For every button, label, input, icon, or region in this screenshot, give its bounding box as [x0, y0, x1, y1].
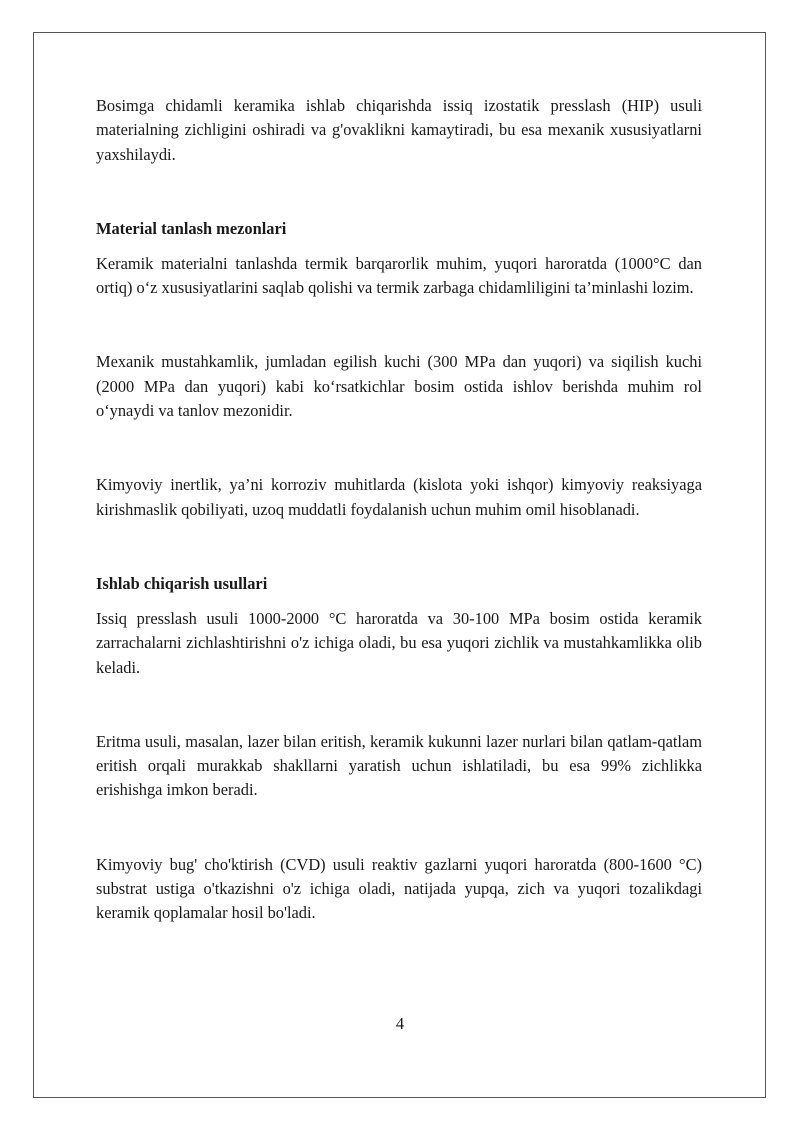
paragraph-chemical-inertness: Kimyoviy inertlik, ya’ni korroziv muhitlarda (kislota yoki ishqor) kimyoviy reaksiyaga kirishmaslik qobiliyati, uzoq muddatli foydalanish uchun muhim omil hisoblanadi.: [96, 475, 702, 519]
paragraph-hip: Bosimga chidamli keramika ishlab chiqarishda issiq izostatik presslash (HIP) usuli materialning zichligini oshiradi va g'ovaklikni kamaytiradi, bu esa mexanik xususiyatlarni yaxshilaydi.: [96, 96, 702, 164]
paragraph-melting-method: Eritma usuli, masalan, lazer bilan eritish, keramik kukunni lazer nurlari bilan qatlam-qatlam eritish orqali murakkab shakllarni yaratish uchun ishlatiladi, bu esa 99% zichlikka erishishga imkon beradi.: [96, 731, 702, 800]
paragraph-thermal-stability: Keramik materialni tanlashda termik barqarorlik muhim, yuqori haroratda (1000°C dan ortiq) o‘z xususiyatlarini saqlab qolishi va termik zarbaga chidamliligini ta’minlashi lozim.: [96, 253, 702, 298]
paragraph-cvd: Kimyoviy bug' cho'ktirish (CVD) usuli reaktiv gazlarni yuqori haroratda (800-1600 °C) substrat ustiga o'tkazishni o'z ichiga oladi, natijada yupqa, zich va yuqori tozalikdagi keramik qoplamalar hosil bo'ladi.: [96, 854, 702, 923]
page-number: 4: [395, 1014, 405, 1033]
heading-material-selection: Material tanlash mezonlari: [96, 218, 287, 238]
document-body: [96, 94, 702, 926]
paragraph-mechanical-strength: Mexanik mustahkamlik, jumladan egilish kuchi (300 MPa dan yuqori) va siqilish kuchi (2000 MPa dan yuqori) kabi ko‘rsatkichlar bosim ostida ishlov berishda muhim rol o‘ynaydi va tanlov mezonidir.: [96, 352, 702, 421]
paragraph-hot-pressing: Issiq presslash usuli 1000-2000 °C haroratda va 30-100 MPa bosim ostida keramik zarrachalarni zichlashtirishni o'z ichiga oladi, bu esa yuqori zichlik va mustahkamlikka olib keladi.: [96, 608, 702, 677]
heading-production-methods: Ishlab chiqarish usullari: [96, 573, 268, 593]
